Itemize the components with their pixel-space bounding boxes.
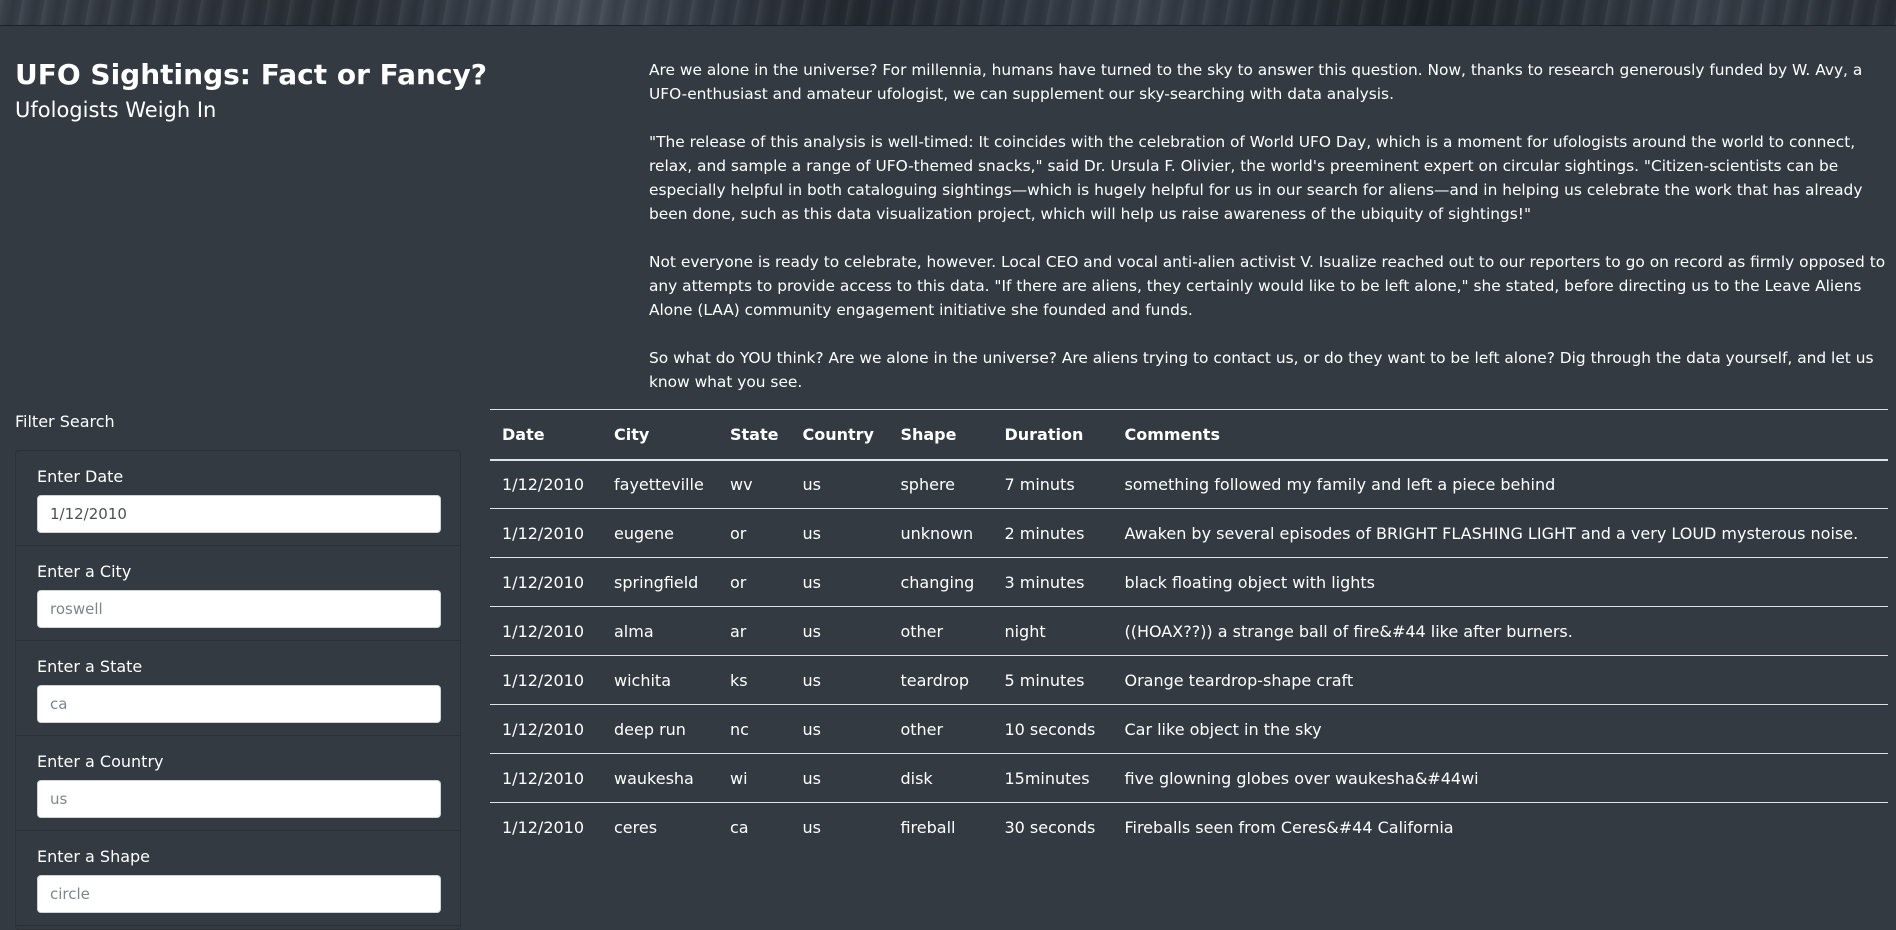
cell-shape: unknown: [888, 509, 992, 558]
cell-state: nc: [718, 705, 790, 754]
filter-date: [16, 451, 460, 546]
cell-city: alma: [602, 607, 718, 656]
ufo-sightings-table: [490, 409, 1888, 852]
filter-city-label: Enter a City: [37, 562, 132, 581]
date-input[interactable]: [37, 495, 441, 533]
cell-country: us: [790, 460, 888, 509]
cell-date: 1/12/2010: [490, 705, 602, 754]
cell-duration: 3 minutes: [992, 558, 1112, 607]
city-input[interactable]: [37, 590, 441, 628]
filter-shape-label: Enter a Shape: [37, 847, 151, 866]
cell-city: ceres: [614, 817, 658, 837]
cell-country: us: [790, 754, 888, 803]
cell-date: 1/12/2010: [490, 558, 602, 607]
filter-city: [16, 546, 460, 641]
column-header-city: City: [602, 410, 718, 460]
article-body: [649, 58, 1889, 418]
cell-comments: something followed my family and left a piece behind: [1112, 460, 1888, 509]
cell-city: springfield: [602, 558, 718, 607]
cell-shape: other: [888, 607, 992, 656]
filter-state: [16, 641, 460, 736]
cell-city: fayetteville: [602, 460, 718, 509]
table-row: [490, 558, 1888, 607]
table-row: [490, 509, 1888, 558]
cell-shape: sphere: [888, 460, 992, 509]
filter-state-label: Enter a State: [37, 657, 143, 676]
cell-state: wi: [718, 754, 790, 803]
cell-state: ar: [718, 607, 790, 656]
ufo-table-container: [490, 409, 1888, 852]
table-body: [490, 460, 1888, 852]
cell-duration: 30 seconds: [1004, 817, 1096, 837]
column-header-shape: Shape: [888, 410, 992, 460]
cell-city: wichita: [602, 656, 718, 705]
shape-input[interactable]: [37, 875, 441, 913]
cell-duration: 15minutes: [992, 754, 1112, 803]
cell-comments: Orange teardrop-shape craft: [1112, 656, 1888, 705]
cell-duration: 10 seconds: [992, 705, 1112, 754]
page-subtitle: Ufologists Weigh In: [15, 98, 217, 122]
column-header-duration: Duration: [992, 410, 1112, 460]
cell-country: us: [790, 607, 888, 656]
state-input[interactable]: [37, 685, 441, 723]
country-input[interactable]: [37, 780, 441, 818]
table-row: [490, 607, 1888, 656]
column-header-state: State: [718, 410, 790, 460]
cell-duration: 7 minuts: [992, 460, 1112, 509]
cell-state: ks: [718, 656, 790, 705]
cell-date: 1/12/2010: [490, 460, 602, 509]
table-header-row: [490, 410, 1888, 460]
article-paragraph: So what do YOU think? Are we alone in the universe? Are aliens trying to contact us, or do they want to be left alone? Dig through the data yourself, and let us know what you see.: [649, 349, 1874, 391]
cell-duration: night: [992, 607, 1112, 656]
cell-shape: other: [888, 705, 992, 754]
cell-state: ca: [730, 817, 749, 837]
article-paragraph: Not everyone is ready to celebrate, however. Local CEO and vocal anti-alien activist V. Isualize reached out to our reporters to go on record as firmly opposed to any attempts to provide access to this data. "If there are aliens, they certainly would like to be left alone," she stated, before directing us to the Leave Aliens Alone (LAA) community engagement initiative she founded and funds.: [649, 253, 1886, 319]
cell-state: wv: [718, 460, 790, 509]
cell-city: eugene: [602, 509, 718, 558]
article-paragraph: Are we alone in the universe? For millennia, humans have turned to the sky to answer this question. Now, thanks to research generously funded by W. Avy, a UFO-enthusiast and amateur ufologist, we can supplement our sky-searching with data analysis.: [649, 61, 1863, 103]
column-header-date: Date: [490, 410, 602, 460]
cell-comments: Awaken by several episodes of BRIGHT FLASHING LIGHT and a very LOUD mysterous noise.: [1112, 509, 1888, 558]
cell-state: or: [718, 509, 790, 558]
filter-shape: [16, 831, 460, 926]
table-row: [490, 656, 1888, 705]
cell-comments: five glowning globes over waukesha&#44wi: [1112, 754, 1888, 803]
filter-date-label: Enter Date: [37, 467, 124, 486]
cell-shape: fireball: [900, 817, 956, 837]
cell-shape: changing: [888, 558, 992, 607]
cell-comments: ((HOAX??)) a strange ball of fire&#44 like after burners.: [1112, 607, 1888, 656]
cell-shape: disk: [888, 754, 992, 803]
article-paragraph: "The release of this analysis is well-timed: It coincides with the celebration of World UFO Day, which is a moment for ufologists around the world to connect, relax, and sample a range of UFO-themed snacks," said Dr. Ursula F. Olivier, the world's preeminent expert on circular sightings. "Citizen-scientists can be especially helpful in both cataloguing sightings—which is hugely helpful for us in our search for aliens—and in helping us celebrate the work that has already been done, such as this data visualization project, which will help us raise awareness of the ubiquity of sightings!": [649, 133, 1863, 223]
table-row: [490, 705, 1888, 754]
cell-comments: Fireballs seen from Ceres&#44 California: [1124, 817, 1454, 837]
cell-date: 1/12/2010: [490, 656, 602, 705]
cell-country: us: [790, 558, 888, 607]
cell-country: us: [790, 705, 888, 754]
cell-duration: 5 minutes: [992, 656, 1112, 705]
cell-comments: black floating object with lights: [1112, 558, 1888, 607]
cell-date: 1/12/2010: [490, 754, 602, 803]
cell-city: deep run: [602, 705, 718, 754]
filter-search-heading: Filter Search: [15, 412, 115, 431]
filter-panel: [15, 450, 461, 930]
cell-city: waukesha: [602, 754, 718, 803]
filter-country-label: Enter a Country: [37, 752, 164, 771]
hero-banner-image: [0, 0, 1896, 26]
table-row: [490, 803, 1888, 852]
column-header-comments: Comments: [1112, 410, 1888, 460]
cell-country: us: [790, 509, 888, 558]
cell-date: 1/12/2010: [490, 607, 602, 656]
cell-shape: teardrop: [888, 656, 992, 705]
cell-country: us: [802, 817, 821, 837]
cell-comments: Car like object in the sky: [1112, 705, 1888, 754]
cell-date: 1/12/2010: [490, 509, 602, 558]
table-row: [490, 754, 1888, 803]
table-row: [490, 460, 1888, 509]
column-header-country: Country: [790, 410, 888, 460]
cell-country: us: [790, 656, 888, 705]
cell-state: or: [718, 558, 790, 607]
cell-date: 1/12/2010: [502, 817, 585, 837]
filter-country: [16, 736, 460, 831]
cell-duration: 2 minutes: [992, 509, 1112, 558]
page-title: UFO Sightings: Fact or Fancy?: [15, 58, 488, 91]
